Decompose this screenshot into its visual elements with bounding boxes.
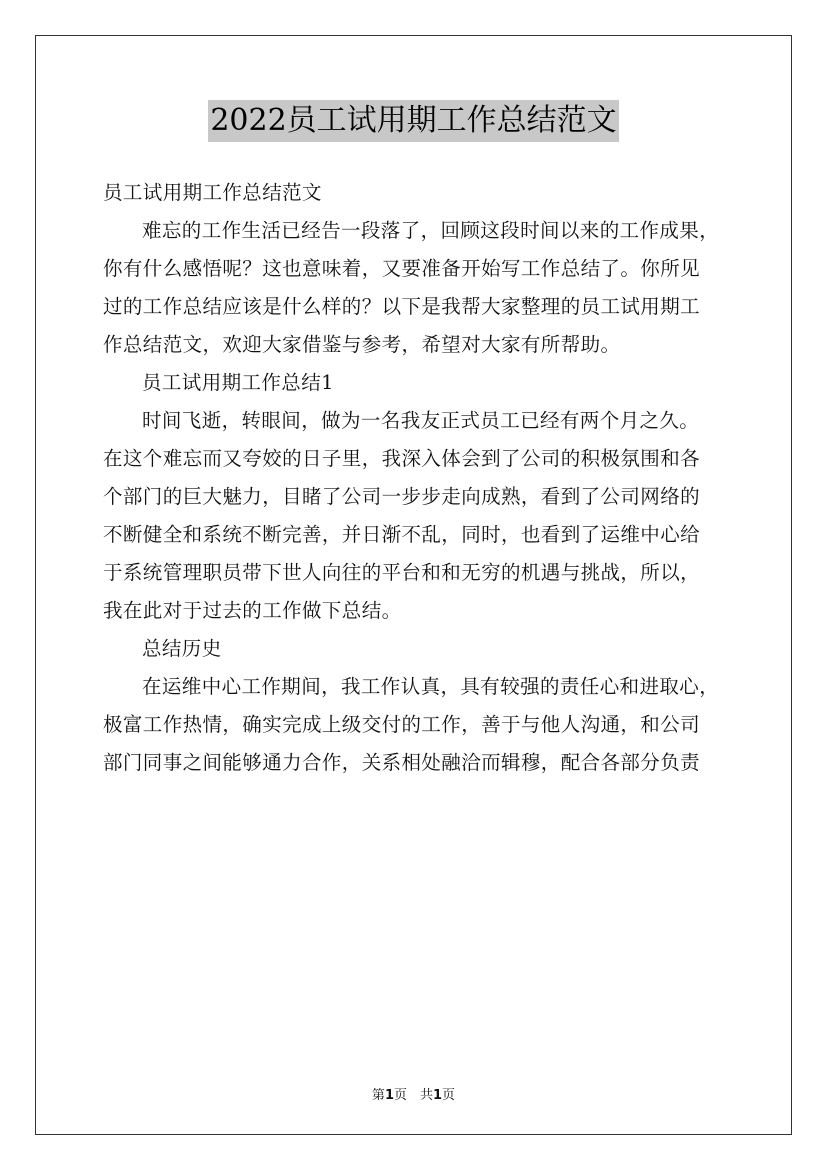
paragraph-line: 不断健全和系统不断完善，并日渐不乱，同时，也看到了运维中心给 [103, 523, 701, 546]
paragraph-line: 在运维中心工作期间，我工作认真，具有较强的责任心和进取心， [142, 675, 720, 698]
footer-mid: 页 共 [393, 1088, 433, 1103]
paragraph-line: 于系统管理职员带下世人向往的平台和和无穷的机遇与挑战，所以， [103, 561, 701, 584]
paragraph-line: 极富工作热情，确实完成上级交付的工作，善于与他人沟通，和公司 [103, 713, 701, 736]
page-footer [0, 1084, 827, 1103]
section1-title: 员工试用期工作总结1 [142, 371, 334, 394]
footer-page-current: 1 [384, 1088, 394, 1103]
paragraph-line: 部门同事之间能够通力合作，关系相处融洽而辑穆，配合各部分负责 [103, 751, 701, 774]
paragraph-line: 难忘的工作生活已经告一段落了，回顾这段时间以来的工作成果， [142, 219, 720, 242]
document-body [103, 174, 743, 782]
paragraph-line: 时间飞逝，转眼间，做为一名我友正式员工已经有两个月之久。 [142, 409, 700, 432]
footer-suffix: 页 [442, 1088, 456, 1103]
footer-prefix: 第 [371, 1088, 385, 1103]
section2-paragraph [103, 668, 743, 782]
paragraph-line: 你有什么感悟呢？这也意味着，又要准备开始写工作总结了。你所见 [103, 257, 701, 280]
title-container [0, 100, 827, 142]
paragraph-line: 作总结范文，欢迎大家借鉴与参考，希望对大家有所帮助。 [103, 333, 621, 356]
paragraph-line: 在这个难忘而又夸姣的日子里，我深入体会到了公司的积极氛围和各 [103, 447, 701, 470]
paragraph-line: 个部门的巨大魅力，目睹了公司一步步走向成熟，看到了公司网络的 [103, 485, 701, 508]
section1-paragraph [103, 402, 743, 630]
paragraph-line: 我在此对于过去的工作做下总结。 [103, 599, 402, 622]
paragraph-line: 过的工作总结应该是什么样的？以下是我帮大家整理的员工试用期工 [103, 295, 701, 318]
section2-title: 总结历史 [142, 637, 222, 660]
document-title: 2022员工试用期工作总结范文 [208, 100, 618, 142]
document-heading: 员工试用期工作总结范文 [103, 181, 322, 204]
intro-paragraph [103, 212, 743, 364]
footer-page-total: 1 [433, 1088, 443, 1103]
